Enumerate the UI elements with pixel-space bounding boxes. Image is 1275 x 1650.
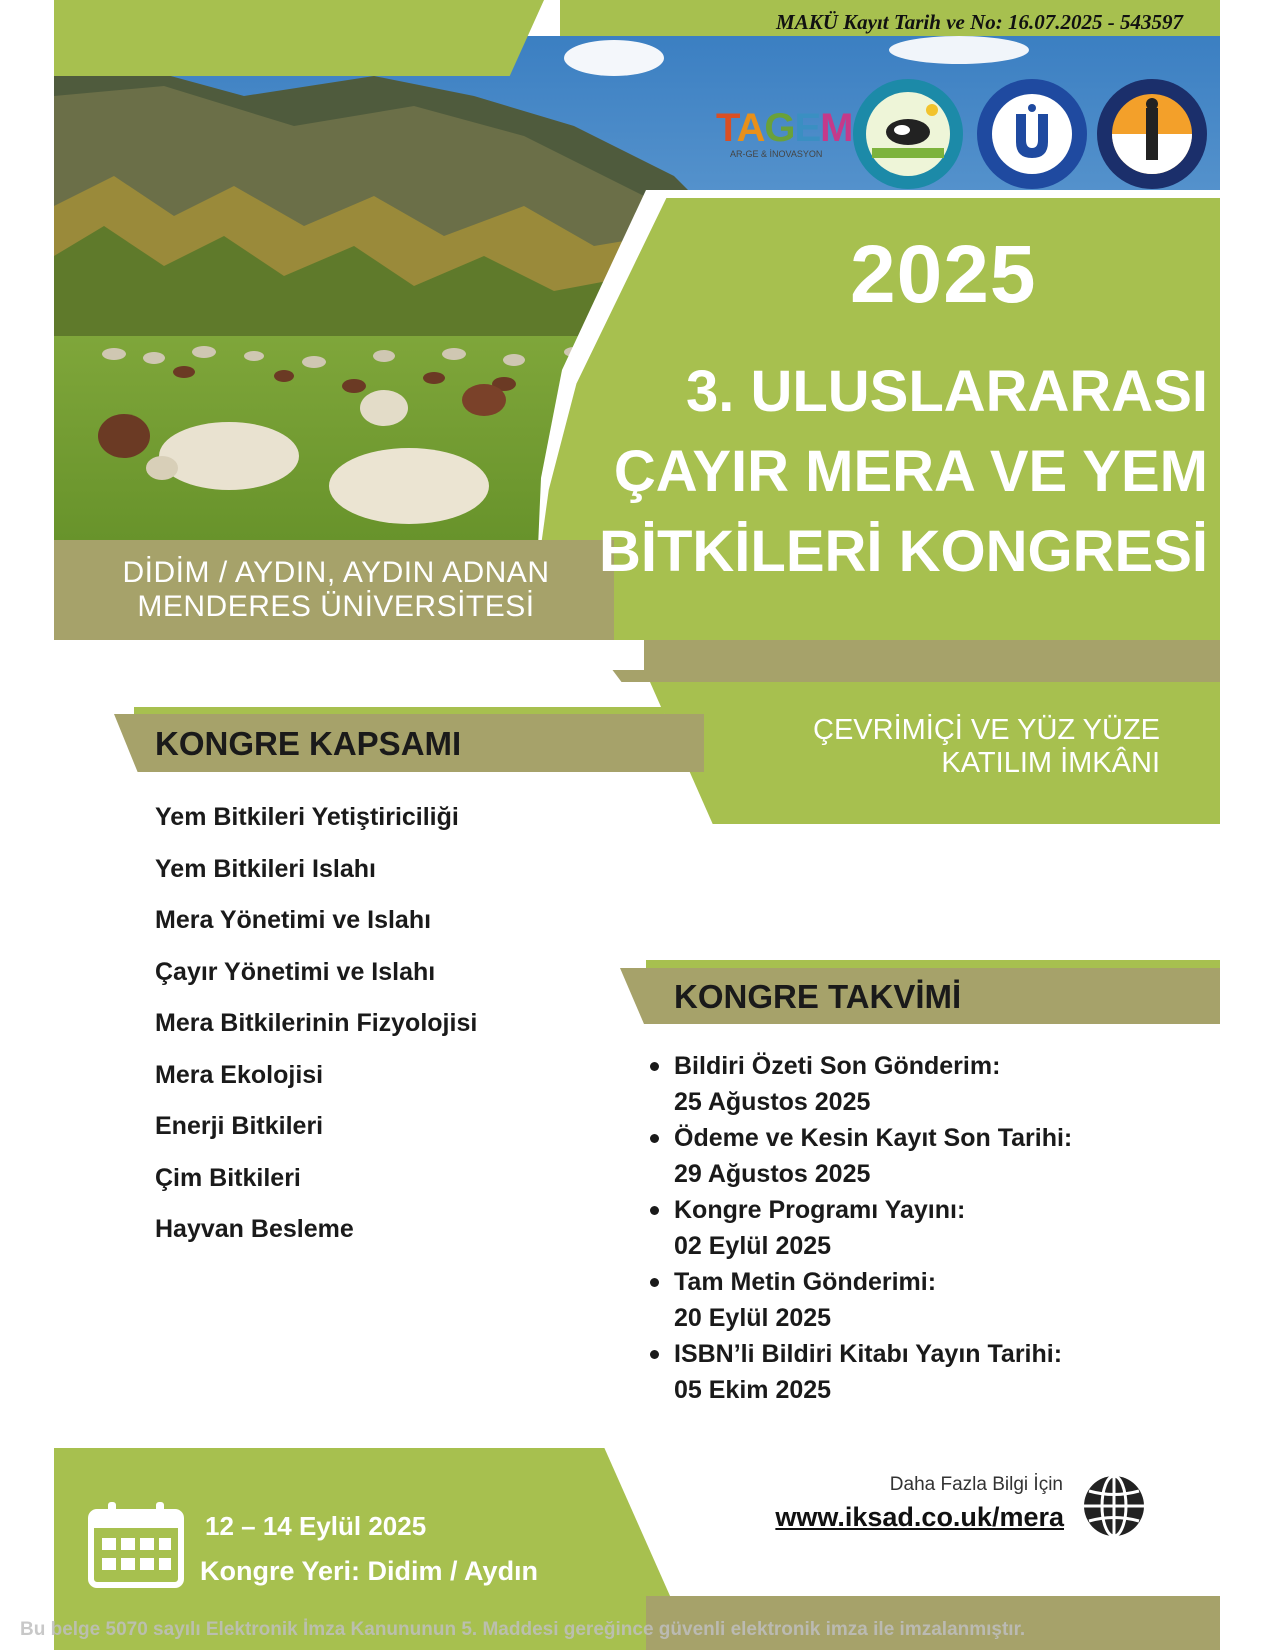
adu-seal-icon: [976, 78, 1088, 190]
registration-stamp: MAKÜ Kayıt Tarih ve No: 16.07.2025 - 543597: [776, 10, 1183, 34]
tagem-logo: TAGEM AR-GE & İNOVASYON: [716, 106, 853, 159]
location-line-1: DİDİM / AYDIN, AYDIN ADNAN: [122, 556, 550, 589]
olive-divider-band: [590, 640, 1220, 682]
scope-item: Mera Yönetimi ve Islahı: [155, 906, 432, 934]
calendar-heading: KONGRE TAKVİMİ: [674, 978, 962, 1015]
event-venue: Kongre Yeri: Didim / Aydın: [200, 1556, 539, 1586]
calendar-icon: [88, 1502, 184, 1592]
calendar-heading-accent: [646, 960, 1220, 968]
calendar-item-label: Kongre Programı Yayını:: [674, 1196, 966, 1224]
location-line-2: MENDERES ÜNİVERSİTESİ: [137, 590, 535, 623]
event-dates: 12 – 14 Eylül 2025: [205, 1511, 427, 1541]
participation-line-1: ÇEVRİMİÇİ VE YÜZ YÜZE: [813, 714, 1160, 746]
scope-item: Yem Bitkileri Islahı: [155, 854, 376, 883]
scope-item: Mera Bitkilerinin Fizyolojisi: [155, 1009, 478, 1037]
scope-heading-accent: [134, 707, 664, 715]
participation-note: [740, 714, 1160, 780]
congress-title: [588, 352, 1208, 592]
calendar-item: [650, 1120, 1210, 1192]
calendar-item: [650, 1192, 1210, 1264]
calendar-item: [650, 1048, 1210, 1120]
scope-item: Mera Ekolojisi: [155, 1060, 324, 1089]
white-divider-strip: [54, 640, 644, 670]
calendar-list: [650, 1048, 1210, 1408]
title-line-1: 3. ULUSLARARASI: [685, 359, 1208, 424]
iksad-seal-icon: [1096, 78, 1208, 190]
title-line-2: ÇAYIR MERA VE YEM: [613, 439, 1208, 504]
logo-row: [712, 78, 1212, 196]
scope-item: Hayvan Besleme: [155, 1215, 354, 1243]
calendar-item-date: 02 Eylül 2025: [674, 1232, 832, 1260]
more-info-label: Daha Fazla Bilgi İçin: [889, 1474, 1063, 1495]
calendar-item: [650, 1264, 1210, 1336]
website-link[interactable]: www.iksad.co.uk/mera: [775, 1502, 1064, 1532]
calendar-item-date: 25 Ağustos 2025: [674, 1088, 871, 1116]
scope-item: Yem Bitkileri Yetiştiriciliği: [155, 803, 459, 831]
congress-location: [96, 556, 576, 624]
globe-icon: [1082, 1474, 1146, 1542]
calendar-item-date: 05 Ekim 2025: [674, 1376, 832, 1404]
participation-line-2: KATILIM İMKÂNI: [941, 747, 1160, 779]
society-seal-icon: [852, 78, 964, 190]
scope-item: Çayır Yönetimi ve Islahı: [155, 957, 436, 986]
calendar-item-label: Tam Metin Gönderimi:: [674, 1268, 937, 1296]
calendar-item-label: ISBN’li Bildiri Kitabı Yayın Tarihi:: [674, 1340, 1063, 1368]
calendar-item: [650, 1336, 1210, 1408]
scope-item: Çim Bitkileri: [155, 1163, 301, 1192]
calendar-item-date: 29 Ağustos 2025: [674, 1160, 871, 1188]
calendar-item-date: 20 Eylül 2025: [674, 1304, 832, 1332]
e-signature-footer: Bu belge 5070 sayılı Elektronik İmza Kanununun 5. Maddesi gereğince güvenli elektronik imza ile imzalanmıştır.: [20, 1619, 1026, 1640]
calendar-item-label: Bildiri Özeti Son Gönderim:: [674, 1052, 1001, 1080]
congress-year: 2025: [850, 229, 1037, 320]
top-green-bar: [54, 0, 544, 76]
title-line-3: BİTKİLERİ KONGRESİ: [598, 519, 1208, 584]
scope-list: [155, 800, 477, 1264]
scope-item: Enerji Bitkileri: [155, 1112, 324, 1140]
calendar-item-label: Ödeme ve Kesin Kayıt Son Tarihi:: [674, 1124, 1073, 1152]
scope-heading: KONGRE KAPSAMI: [155, 725, 462, 762]
